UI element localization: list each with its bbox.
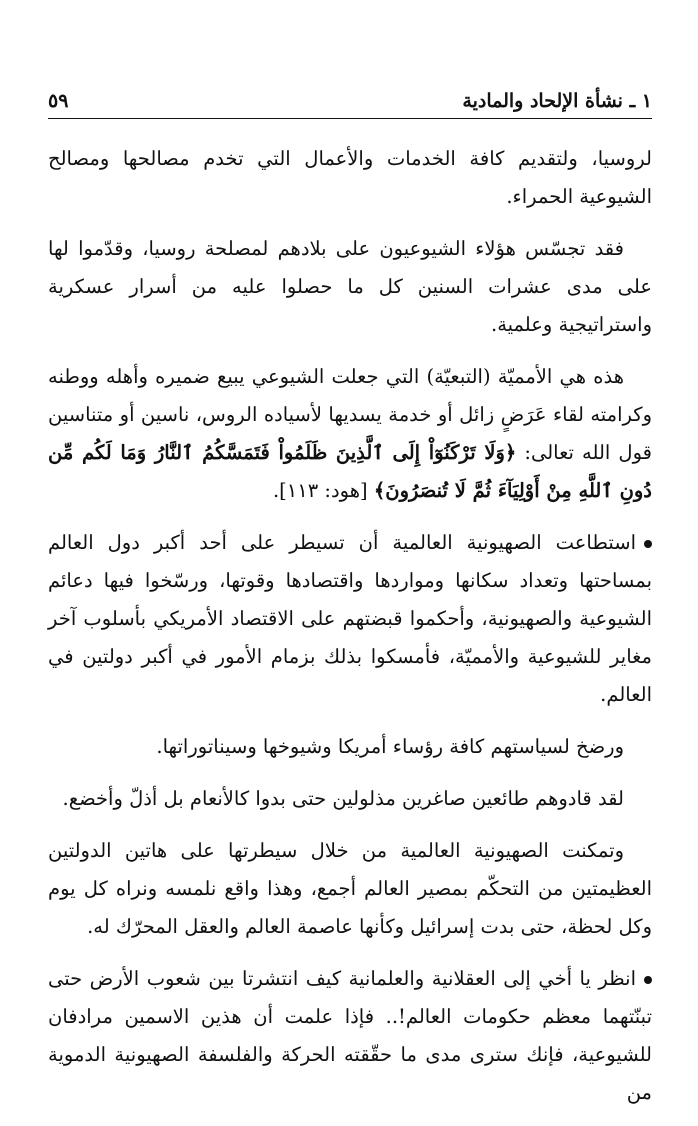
page-number: ٥٩ [48, 90, 69, 112]
verse-reference: [هود: ١١٣]. [272, 479, 368, 502]
paragraph-5: ورضخ لسياستهم كافة رؤساء أمريكا وشيوخها وسيناتوراتها. [156, 735, 624, 758]
chapter-title: ١ ـ نشأة الإلحاد والمادية [462, 90, 652, 112]
paragraph-8: انظر يا أخي إلى العقلانية والعلمانية كيف انتشرتا بين شعوب الأرض حتى تبنّتهما معظم حكومات العالم!.. فإذا علمت أن هذين الاسمين مرادفان للشيوعية، فإنك سترى مدى ما حقّقته الحركة والفلسفة الصهيونية الدموية من [48, 967, 652, 1104]
paragraph-6: لقد قادوهم طائعين صاغرين مذلولين حتى بدوا كالأنعام بل أذلّ وأخضع. [62, 787, 624, 810]
paragraph-4: استطاعت الصهيونية العالمية أن تسيطر على أحد أكبر دول العالم بمساحتها وتعداد سكانها ومواردها واقتصادها وقوتها، ورسّخوا فيها دعائم الشيوعية والصهيونية، وأحكموا قبضتهم على الاقتصاد الأمريكي بأسلوب آخر مغاير للشيوعية والأمميّة، فأمسكوا بذلك بزمام الأمور في أكبر دولتين في العالم. [48, 531, 652, 706]
paragraph-1: لروسيا، ولتقديم كافة الخدمات والأعمال التي تخدم مصالحها ومصالح الشيوعية الحمراء. [48, 147, 652, 208]
header-rule [48, 118, 652, 119]
bullet-icon [644, 540, 652, 548]
page-header [48, 82, 652, 122]
bullet-icon [644, 976, 652, 984]
page-body [48, 140, 652, 1126]
paragraph-7: وتمكنت الصهيونية العالمية من خلال سيطرتها على هاتين الدولتين العظيمتين من التحكّم بمصير العالم أجمع، وهذا واقع نلمسه ونراه كل يوم وكل لحظة، حتى بدت إسرائيل وكأنها عاصمة العالم والعقل المحرّك له. [48, 839, 652, 938]
quran-verse: ﴿وَلَا تَرْكَنُوٓاْ إِلَى ٱلَّذِينَ ظَلَمُواْ فَتَمَسَّكُمُ ٱلنَّارُ وَمَا لَكُم مِّن دُونِ ٱللَّهِ مِنْ أَوْلِيَآءَ ثُمَّ لَا تُنصَرُونَ﴾ [48, 441, 652, 502]
paragraph-2: فقد تجسّس هؤلاء الشيوعيون على بلادهم لمصلحة روسيا، وقدّموا لها على مدى عشرات السنين كل ما حصلوا عليه من أسرار عسكرية واستراتيجية وعلمية. [48, 237, 652, 336]
paragraph-3: هذه هي الأمميّة (التبعيّة) التي جعلت الشيوعي يبيع ضميره وأهله ووطنه وكرامته لقاء عَرَضٍ زائل أو خدمة يسديها لأسياده الروس، ناسين أو متناسين قول الله تعالى: ﴿وَلَا تَرْكَنُوٓاْ إِلَى ٱلَّذِينَ ظَلَمُواْ فَتَمَسَّكُمُ ٱلنَّارُ وَمَا لَكُم مِّن دُونِ ٱللَّهِ مِنْ أَوْلِيَآءَ ثُمَّ لَا تُنصَرُونَ﴾ [هود: ١١٣]. [48, 365, 652, 502]
